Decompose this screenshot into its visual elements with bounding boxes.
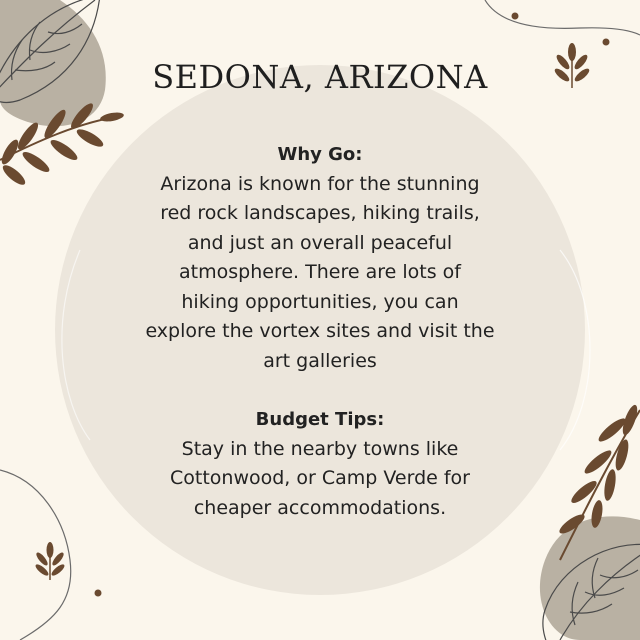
dot-icon <box>512 13 519 20</box>
why-go-line: and just an overall peaceful <box>187 231 453 254</box>
why-go-line: atmosphere. There are lots of <box>179 261 461 283</box>
budget-tips-line: Stay in the nearby towns like <box>181 437 459 460</box>
why-go-line: red rock landscapes, hiking trails, <box>160 202 480 224</box>
dot-icon <box>95 590 102 597</box>
page-title: SEDONA, ARIZONA <box>152 58 488 96</box>
why-go-line: art galleries <box>263 349 377 372</box>
why-go-line: Arizona is known for the stunning <box>160 172 480 195</box>
content-block <box>120 140 520 523</box>
section-spacer <box>120 376 520 405</box>
budget-tips-heading: Budget Tips: <box>255 409 385 430</box>
curvy-line-top-right <box>485 0 640 35</box>
why-go-line: hiking opportunities, you can <box>181 290 459 313</box>
budget-tips-line: Cottonwood, or Camp Verde for <box>170 467 470 489</box>
budget-tips-line: cheaper accommodations. <box>193 496 447 519</box>
bottom-right-blob <box>540 516 640 640</box>
sprig-icon <box>34 542 66 580</box>
why-go-line: explore the vortex sites and visit the <box>145 320 495 342</box>
dot-icon <box>603 39 610 46</box>
why-go-heading: Why Go: <box>277 144 363 165</box>
